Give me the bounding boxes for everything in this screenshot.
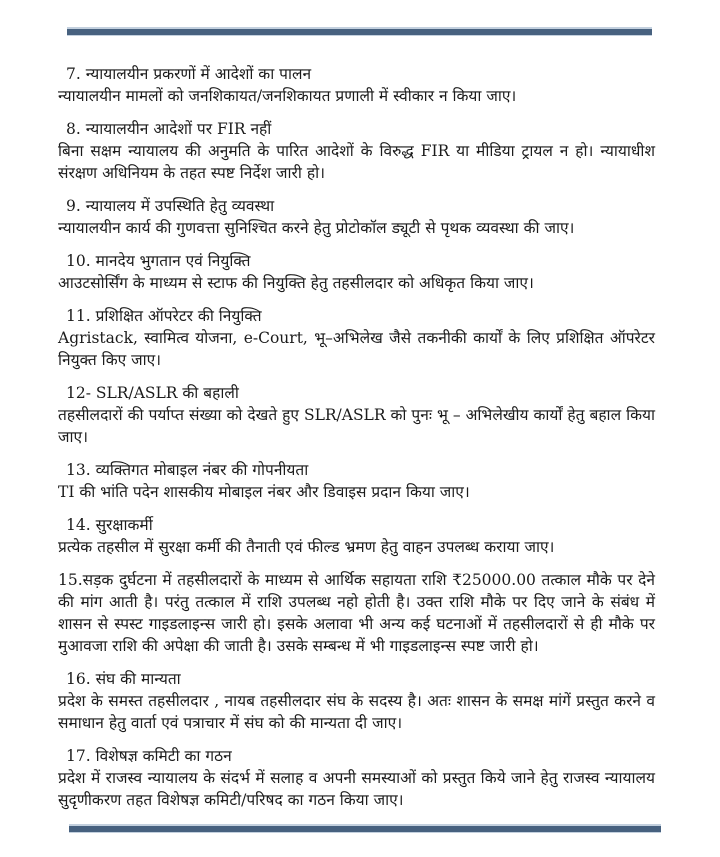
section-14 bbox=[58, 514, 655, 558]
document-content bbox=[58, 63, 655, 822]
section-13 bbox=[58, 459, 655, 503]
section-7-body: न्यायालयीन मामलों को जनशिकायत/जनशिकायत प्रणाली में स्वीकार न किया जाए। bbox=[58, 87, 517, 105]
section-15-body: 15.सड़क दुर्घटना में तहसीलदारों के माध्यम से आर्थिक सहायता राशि ₹25000.00 तत्काल मौके पर देने की मांग आती है। परंतु तत्काल में राशि उपलब्ध नहो होती है। उक्त राशि मौके पर दिए जाने के संबंध में शासन से स्पस्ट गाइडलाइन्स जारी हो। इसके अलावा भी अन्य कई घटनाओं में तहसीलदारों से ही मौके पर मुआवजा राशि की अपेक्षा की जाती है। उसके सम्बन्ध में भी गाइडलाइन्स स्पष्ट जारी हो। bbox=[58, 571, 655, 655]
section-12 bbox=[58, 382, 655, 448]
section-9-body: न्यायालयीन कार्य की गुणवत्ता सुनिश्चित करने हेतु प्रोटोकॉल ड्यूटी से पृथक व्यवस्था की जाए। bbox=[58, 219, 575, 237]
section-12-heading: 12- SLR/ASLR की बहाली bbox=[66, 384, 239, 402]
section-8-body: बिना सक्षम न्यायालय की अनुमति के पारित आदेशों के विरुद्ध FIR या मीडिया ट्रायल न हो। न्यायाधीश संरक्षण अधिनियम के तहत स्पष्ट निर्देश जारी हो। bbox=[58, 142, 655, 182]
section-16-heading: 16. संघ की मान्यता bbox=[66, 670, 181, 688]
section-7-heading: 7. न्यायालयीन प्रकरणों में आदेशों का पालन bbox=[66, 65, 312, 83]
section-9-heading: 9. न्यायालय में उपस्थिति हेतु व्यवस्था bbox=[66, 197, 275, 215]
section-12-body: तहसीलदारों की पर्याप्त संख्या को देखते हुए SLR/ASLR को पुनः भू – अभिलेखीय कार्यों हेतु बहाल किया जाए। bbox=[58, 406, 655, 446]
section-10 bbox=[58, 250, 655, 294]
section-11-body: Agristack, स्वामित्व योजना, e-Court, भू–अभिलेख जैसे तकनीकी कार्यों के लिए प्रशिक्षित ऑपरेटर नियुक्त किए जाए। bbox=[58, 329, 655, 369]
section-8-heading: 8. न्यायालयीन आदेशों पर FIR नहीं bbox=[66, 120, 272, 138]
bottom-rule bbox=[69, 824, 661, 833]
section-13-body: TI की भांति पदेन शासकीय मोबाइल नंबर और डिवाइस प्रदान किया जाए। bbox=[58, 483, 470, 501]
section-8 bbox=[58, 118, 655, 184]
section-10-body: आउटसोर्सिंग के माध्यम से स्टाफ की नियुक्ति हेतु तहसीलदार को अधिकृत किया जाए। bbox=[58, 274, 534, 292]
section-17-heading: 17. विशेषज्ञ कमिटी का गठन bbox=[66, 747, 232, 765]
section-13-heading: 13. व्यक्तिगत मोबाइल नंबर की गोपनीयता bbox=[66, 461, 309, 479]
section-14-heading: 14. सुरक्षाकर्मी bbox=[66, 516, 153, 534]
section-14-body: प्रत्येक तहसील में सुरक्षा कर्मी की तैनाती एवं फील्ड भ्रमण हेतु वाहन उपलब्ध कराया जाए। bbox=[58, 538, 555, 556]
section-10-heading: 10. मानदेय भुगतान एवं नियुक्ति bbox=[66, 252, 251, 270]
section-11 bbox=[58, 305, 655, 371]
section-17-body: प्रदेश में राजस्व न्यायालय के संदर्भ में सलाह व अपनी समस्याओं को प्रस्तुत किये जाने हेतु राजस्व न्यायालय सुदृणीकरण तहत विशेषज्ञ कमिटी/परिषद का गठन किया जाए। bbox=[58, 769, 655, 809]
section-17 bbox=[58, 745, 655, 811]
top-rule bbox=[67, 27, 652, 36]
section-16 bbox=[58, 668, 655, 734]
section-11-heading: 11. प्रशिक्षित ऑपरेटर की नियुक्ति bbox=[66, 307, 262, 325]
section-15 bbox=[58, 569, 655, 657]
section-9 bbox=[58, 195, 655, 239]
section-16-body: प्रदेश के समस्त तहसीलदार , नायब तहसीलदार संघ के सदस्य है। अतः शासन के समक्ष मांगें प्रस्तुत करने व समाधान हेतु वार्ता एवं पत्राचार में संघ को की मान्यता दी जाए। bbox=[58, 692, 655, 732]
section-7 bbox=[58, 63, 655, 107]
